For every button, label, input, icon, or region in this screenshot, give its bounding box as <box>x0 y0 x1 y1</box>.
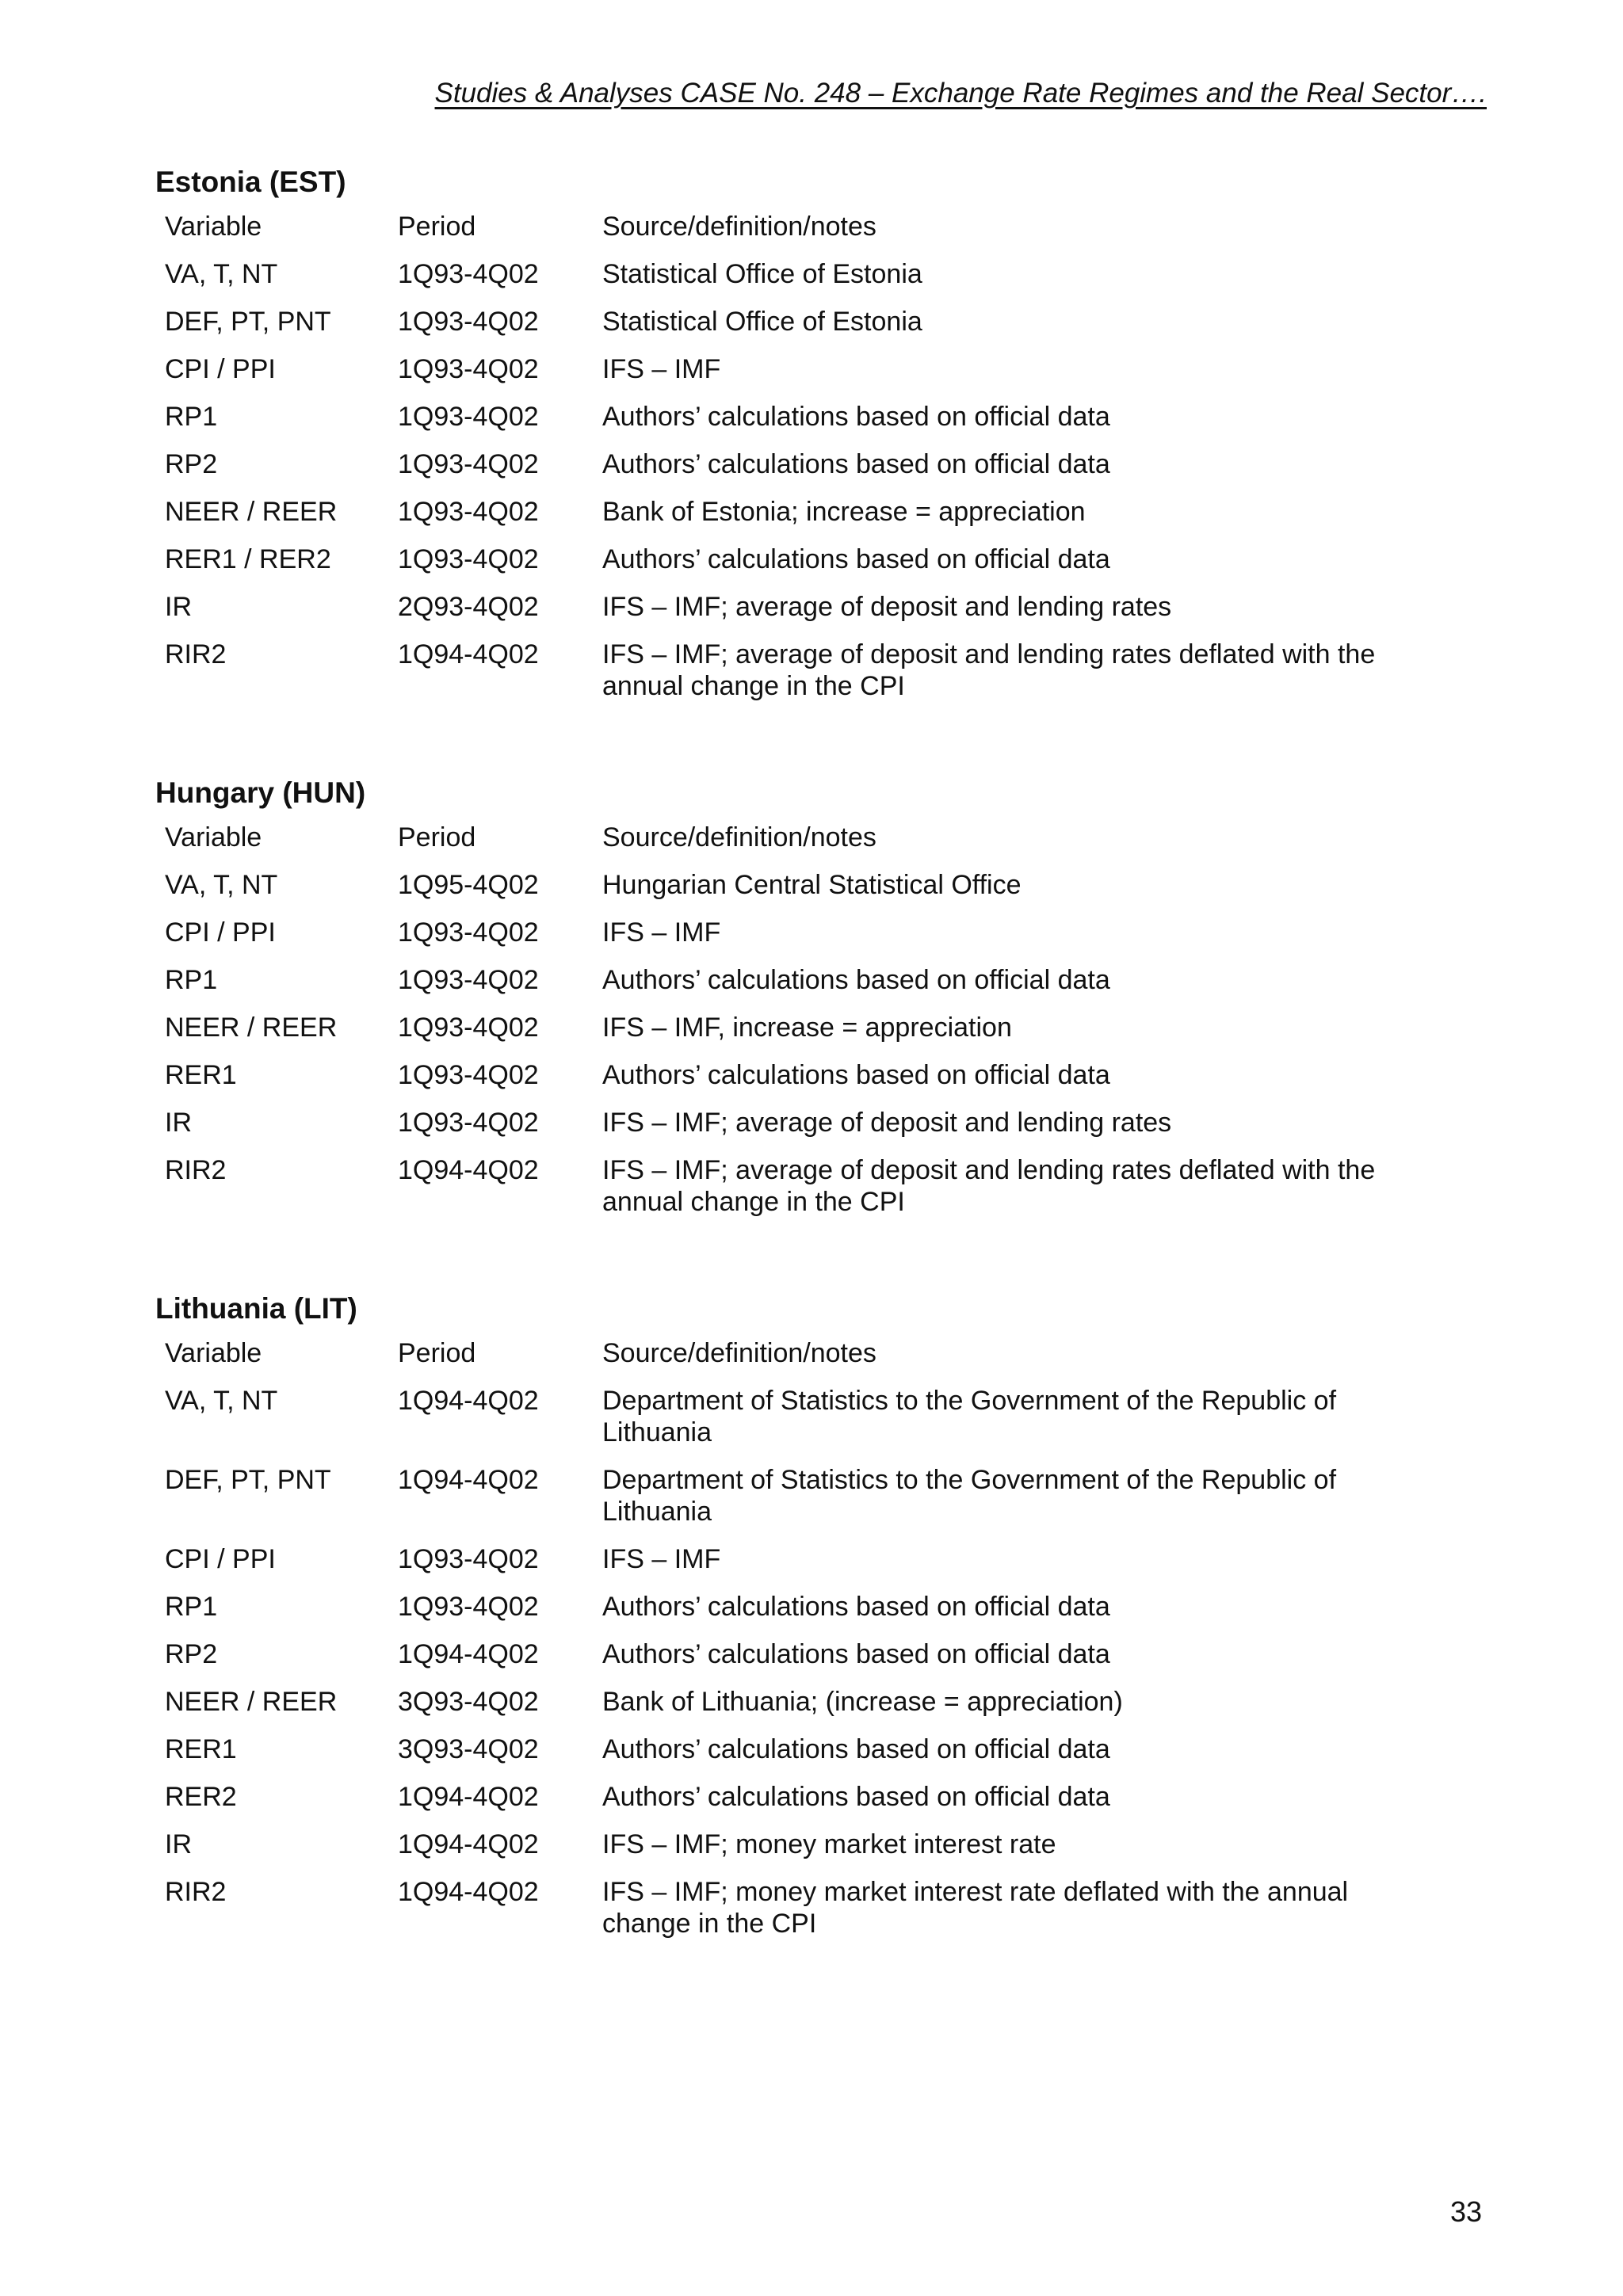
section-title: Lithuania (LIT) <box>155 1292 357 1325</box>
table-row <box>155 448 1487 480</box>
cell-variable: CPI / PPI <box>165 1544 276 1574</box>
cell-period: 1Q94-4Q02 <box>398 1639 539 1669</box>
table-row <box>155 543 1487 575</box>
cell-source: Authors’ calculations based on official data <box>602 1734 1110 1764</box>
cell-period: 1Q94-4Q02 <box>398 1782 539 1812</box>
cell-variable: NEER / REER <box>165 1687 338 1717</box>
table-row <box>155 401 1487 433</box>
column-header-variable: Variable <box>165 212 262 242</box>
cell-variable: NEER / REER <box>165 497 338 527</box>
table-row <box>155 964 1487 996</box>
cell-variable: IR <box>165 592 192 622</box>
section-title: Estonia (EST) <box>155 166 346 198</box>
table-header <box>155 822 1487 853</box>
table-row <box>155 917 1487 948</box>
cell-period: 1Q93-4Q02 <box>398 917 539 948</box>
table-header <box>155 211 1487 242</box>
cell-period: 1Q94-4Q02 <box>398 1386 539 1416</box>
cell-source: Authors’ calculations based on official data <box>602 449 1110 479</box>
cell-source: Hungarian Central Statistical Office <box>602 870 1022 900</box>
cell-variable: RIR2 <box>165 1877 227 1907</box>
cell-period: 1Q93-4Q02 <box>398 1592 539 1622</box>
section-estonia <box>155 163 1487 718</box>
table-row <box>155 1733 1487 1765</box>
running-header: Studies & Analyses CASE No. 248 – Exchange Rate Regimes and the Real Sector…. <box>434 78 1487 109</box>
cell-source: Authors’ calculations based on official data <box>602 965 1110 995</box>
cell-variable: RIR2 <box>165 1155 227 1185</box>
section-title: Hungary (HUN) <box>155 776 366 809</box>
cell-variable: DEF, PT, PNT <box>165 1465 331 1495</box>
table-row <box>155 1464 1487 1527</box>
cell-source: Authors’ calculations based on official data <box>602 544 1110 574</box>
cell-period: 1Q93-4Q02 <box>398 544 539 574</box>
table-row <box>155 1591 1487 1623</box>
table-row <box>155 869 1487 901</box>
cell-source: Authors’ calculations based on official data <box>602 1060 1110 1090</box>
table-row <box>155 1059 1487 1091</box>
table-row <box>155 306 1487 338</box>
cell-period: 1Q93-4Q02 <box>398 259 539 289</box>
cell-source: IFS – IMF, increase = appreciation <box>602 1013 1012 1043</box>
page-number: 33 <box>1449 2195 1482 2228</box>
cell-variable: CPI / PPI <box>165 917 276 948</box>
cell-variable: RP1 <box>165 402 218 432</box>
cell-source: IFS – IMF; average of deposit and lending rates <box>602 1108 1172 1138</box>
cell-period: 1Q94-4Q02 <box>398 1829 539 1859</box>
table-row <box>155 1012 1487 1043</box>
cell-source: Bank of Estonia; increase = appreciation <box>602 497 1086 527</box>
cell-period: 1Q93-4Q02 <box>398 1108 539 1138</box>
cell-source: Department of Statistics to the Government of the Republic of Lithuania <box>602 1386 1337 1447</box>
table-row <box>155 353 1487 385</box>
cell-source: IFS – IMF; money market interest rate deflated with the annual change in the CPI <box>602 1877 1349 1939</box>
cell-variable: RP1 <box>165 965 218 995</box>
cell-source: IFS – IMF <box>602 354 721 384</box>
cell-source: IFS – IMF <box>602 1544 721 1574</box>
table-row <box>155 1543 1487 1575</box>
table-row <box>155 258 1487 290</box>
column-header-source: Source/definition/notes <box>602 1338 876 1368</box>
cell-variable: RER1 / RER2 <box>165 544 331 574</box>
table-row <box>155 1107 1487 1138</box>
cell-source: IFS – IMF <box>602 917 721 948</box>
cell-variable: CPI / PPI <box>165 354 276 384</box>
cell-variable: RP2 <box>165 449 218 479</box>
cell-variable: RER1 <box>165 1060 237 1090</box>
cell-source: Statistical Office of Estonia <box>602 259 922 289</box>
cell-variable: NEER / REER <box>165 1013 338 1043</box>
cell-variable: VA, T, NT <box>165 870 278 900</box>
cell-variable: VA, T, NT <box>165 1386 278 1416</box>
table-row <box>155 1781 1487 1813</box>
cell-period: 2Q93-4Q02 <box>398 592 539 622</box>
column-header-period: Period <box>398 822 476 852</box>
cell-source: Authors’ calculations based on official data <box>602 1782 1110 1812</box>
section-lithuania <box>155 1290 1487 1955</box>
cell-period: 1Q93-4Q02 <box>398 354 539 384</box>
cell-period: 1Q93-4Q02 <box>398 402 539 432</box>
table-row <box>155 1876 1487 1939</box>
cell-period: 1Q94-4Q02 <box>398 1877 539 1907</box>
cell-source: Department of Statistics to the Government of the Republic of Lithuania <box>602 1465 1337 1527</box>
cell-period: 3Q93-4Q02 <box>398 1734 539 1764</box>
table-row <box>155 1385 1487 1448</box>
cell-period: 1Q94-4Q02 <box>398 639 539 669</box>
cell-variable: RP2 <box>165 1639 218 1669</box>
cell-period: 1Q93-4Q02 <box>398 1544 539 1574</box>
table-row <box>155 591 1487 623</box>
cell-source: Statistical Office of Estonia <box>602 307 922 337</box>
cell-variable: RP1 <box>165 1592 218 1622</box>
column-header-source: Source/definition/notes <box>602 822 876 852</box>
cell-period: 1Q93-4Q02 <box>398 1060 539 1090</box>
cell-variable: RER2 <box>165 1782 237 1812</box>
cell-variable: VA, T, NT <box>165 259 278 289</box>
cell-source: Authors’ calculations based on official data <box>602 1592 1110 1622</box>
section-hungary <box>155 774 1487 1234</box>
cell-source: IFS – IMF; money market interest rate <box>602 1829 1056 1859</box>
cell-source: Bank of Lithuania; (increase = appreciation) <box>602 1687 1123 1717</box>
cell-source: IFS – IMF; average of deposit and lending rates <box>602 592 1172 622</box>
cell-variable: IR <box>165 1829 192 1859</box>
table-row <box>155 1686 1487 1718</box>
column-header-variable: Variable <box>165 1338 262 1368</box>
cell-period: 1Q94-4Q02 <box>398 1155 539 1185</box>
cell-period: 1Q93-4Q02 <box>398 965 539 995</box>
column-header-source: Source/definition/notes <box>602 212 876 242</box>
column-header-period: Period <box>398 1338 476 1368</box>
cell-period: 1Q93-4Q02 <box>398 449 539 479</box>
table-row <box>155 1154 1487 1218</box>
table-row <box>155 1638 1487 1670</box>
cell-period: 1Q93-4Q02 <box>398 1013 539 1043</box>
cell-source: IFS – IMF; average of deposit and lending rates deflated with the annual change in the CPI <box>602 639 1376 701</box>
table-header <box>155 1337 1487 1369</box>
cell-variable: RIR2 <box>165 639 227 669</box>
cell-period: 1Q93-4Q02 <box>398 497 539 527</box>
cell-period: 3Q93-4Q02 <box>398 1687 539 1717</box>
column-header-period: Period <box>398 212 476 242</box>
cell-variable: RER1 <box>165 1734 237 1764</box>
cell-source: Authors’ calculations based on official data <box>602 1639 1110 1669</box>
table-row <box>155 1829 1487 1860</box>
table-row <box>155 496 1487 528</box>
cell-variable: IR <box>165 1108 192 1138</box>
table-row <box>155 639 1487 702</box>
cell-period: 1Q93-4Q02 <box>398 307 539 337</box>
cell-period: 1Q94-4Q02 <box>398 1465 539 1495</box>
column-header-variable: Variable <box>165 822 262 852</box>
cell-source: IFS – IMF; average of deposit and lending rates deflated with the annual change in the CPI <box>602 1155 1376 1217</box>
cell-variable: DEF, PT, PNT <box>165 307 331 337</box>
cell-period: 1Q95-4Q02 <box>398 870 539 900</box>
cell-source: Authors’ calculations based on official data <box>602 402 1110 432</box>
